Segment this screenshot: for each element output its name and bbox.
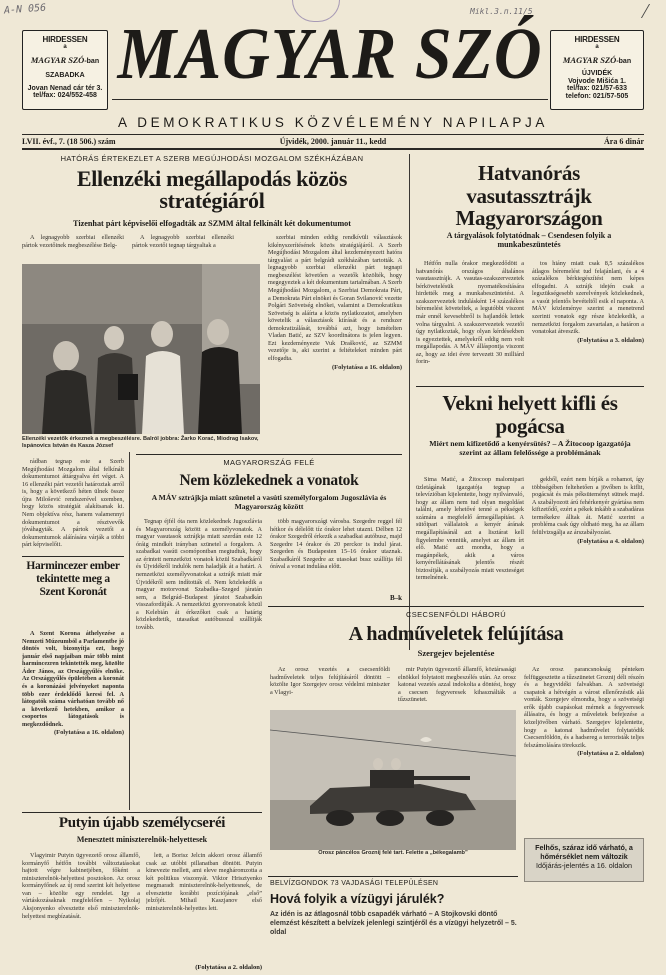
war-col2	[398, 666, 516, 704]
ad-right-phone: tel/fax: 021/57-633	[567, 85, 627, 93]
strike-headline: Hatvanórás vasutassztrájk Magyarországon	[455, 161, 603, 231]
war-col1	[270, 666, 390, 704]
putin-col2-text: lett, a Borisz Jelcin akkori orosz államfő csak az utóbbi pillanatban döntött. Putyin kinevezte mellett, ami eleve megháromzotta a két politikus viszonyát. Viktor Hrisztyenko megmaradt miniszterelnök-helyettesnek, de elvesztette korábbi pozíciójának „első” jelzőjét. Mihail Kaszjanov első miniszterelnök-helyettes lett.	[146, 852, 262, 912]
ad-left-line2: a	[63, 44, 67, 51]
bread-col2	[532, 476, 644, 600]
bread-col1	[416, 476, 524, 600]
pen-mark	[630, 4, 650, 18]
war-continuation: (Folytatása a 2. oldalon)	[577, 750, 644, 758]
ad-box-szabadka	[22, 30, 108, 110]
war-kicker: CSECSENFÖLDI HÁBORÚ	[405, 610, 507, 619]
ad-right-brand: MAGYAR SZÓ	[562, 54, 617, 65]
bread-subhead: Miért nem kifizetődő a kenyérsütés? – A Žitocoop igazgatója szerint az állam felelőssége a problémának	[429, 439, 631, 457]
lead-headline: Ellenzéki megállapodás közös stratégiáról	[76, 166, 348, 214]
lead-col3-text: szerbiai minden eddig rendkívüli választások kikényszerítésének közös stratégiájáról. A Szerb Megújhodási Mozgalom által kezdeményezett hatóra tárgyalást a párt belgrádi székházában tartották. A legnagyobb szerbiai ellenzéki párt tegnapi megbeszélést követően a vezetők közölték, hogy megegyeztek a két dokumentum tartalmában. A Szerb Megújhodási Mozgalom, a Szerbiai Demokrata Párt, a Demokrata Párt elnökei és Goran Svilanović vezette Polgári Szövetség elnökei, valamint a Demokratikus Szövetség is aláírta a közös nyilatkozatot, amelyben követelik a választások kiírását és a rendszer demokratizálását, továbbá azt, hogy ismételten Vladan Batić, az SZV koordinátora is jelen legyen. Ezt kezdeményezte Vuk Drašković, az SZMM vezetője is, aki szerint a feltételeket minden párt elfogadta.	[268, 234, 402, 362]
ad-right-city: ÚJVIDÉK	[581, 70, 613, 78]
lead-kicker: HATÓRÁS ÉRTEKEZLET A SZERB MEGÚJHODÁSI MOZGALOM SZÉKHÁZÁBAN	[60, 154, 364, 163]
masthead-rule-mid	[22, 134, 644, 135]
ad-left-brand: MAGYAR SZÓ	[30, 54, 85, 65]
crown-body	[22, 630, 124, 808]
war-headline: A hadműveletek felújítása	[348, 623, 564, 645]
rule-war-top	[268, 606, 644, 607]
trains-signature: B–k	[389, 594, 402, 602]
rule-vajdasag-top	[268, 876, 518, 877]
ad-left-city: SZABADKA	[45, 72, 85, 80]
column-divider-right	[409, 154, 410, 650]
ad-left-line1: HIRDESSEN	[42, 35, 88, 44]
strike-col1	[416, 260, 524, 378]
trains-col2	[270, 518, 402, 592]
lead-col1-text: A legnagyobb szerbiai ellenzéki pártok vezetőinek megbeszélése Belg-	[22, 234, 124, 249]
lead-photo	[22, 264, 260, 434]
bread-headline: Vekni helyett kifli és pogácsa	[442, 391, 618, 438]
strike-col2-text: tos hiány miatt csak 8,5 százalékos átlagos béremelést tud felajánlani, és a 4 százalékos bérkiegészítést nem képes elfogadni. A sztrájk idején csak a legszükségesebb szerelvények közlekednek, a vasút jelentős bevételtől esik el naponta. A MÁV közleménye szerint a menetrend szerinti vonatok egy része közlekedik, a nemzetközi forgalom zavartalan, a határon a vonatokat átveszik.	[532, 260, 644, 336]
ad-right-line2: a	[595, 44, 599, 51]
lead-continuation: (Folytatása a 16. oldalon)	[331, 363, 402, 371]
rule-crown-top	[22, 556, 124, 557]
putin-headline: Putyin újabb személycseréi	[58, 815, 226, 831]
war-col1-text: Az orosz vezetés a csecsenföldi hadműveletek teljes felújításáról döntött – közölte Igor Szergejev orosz védelmi miniszter a Vlagyi-	[270, 666, 390, 696]
weather-text: Felhős, száraz idő várható, a hőmérséklet nem változik	[535, 843, 633, 861]
strike-subhead: A tárgyalások folytatódnak – Csendesen folyik a munkabeszüntetés	[446, 231, 612, 249]
weather-ref: Időjárás-jelentés a 16. oldalon	[536, 861, 632, 870]
war-subhead: Szergejev bejelentése	[417, 648, 495, 658]
ad-left-phone: tel/fax: 024/552-458	[33, 92, 97, 100]
lead-col2-intro	[132, 234, 234, 262]
ad-right-suffix: -ban	[616, 57, 632, 65]
handwritten-note-right: Mikl.3.п.11/5	[470, 7, 533, 16]
bread-continuation: (Folytatása a 4. oldalon)	[577, 537, 644, 545]
vajdasag-lead: Az idén is az átlagosnál több csapadék várható – A Stojkovski döntő elemzést készített a belvízek jelenlegi szintjéről és a vízügyi helyzetről – 5. oldal	[270, 911, 517, 937]
putin-col1	[22, 852, 140, 972]
trains-headline: Nem közlekednek a vonatok	[179, 472, 359, 489]
trains-col2-text: több magyarországi városba. Szegedre reggel fél hétkor és délelőtt tíz órakor lehet utazni. Délben 12 órakor Szegedről érkezik a szabadkai autóbusz, majd Szegedre 14 órakor és 20 perckor is indul járat. Szegeden és Budapesten 15–16 órakor utaznak. Szabadkáról Szegedre az utasokat busz szállítja fél órával a vonat indulása előtt.	[270, 518, 402, 571]
ad-right-line1: HIRDESSEN	[574, 35, 620, 44]
masthead-title: MAGYAR SZÓ	[117, 14, 543, 95]
column-divider-left	[129, 452, 130, 810]
vajdasag-kicker: BELVÍZGONDOK 73 VAJDASÁGI TELEPÜLÉSEN	[270, 880, 439, 887]
trains-col1-text: Tegnap éjfél óta nem közlekednek Jugoszlávia és Magyarország között a személyvonatok. A magyar vasutasok sztrájkja miatt szerdán este 12 óráig mindkét irányban szünetel a forgalom. A szabadkai vasúti csomópontban megtudtuk, hogy az érintett nemzetközi vonatok közül Szabadkáról és Újvidékről indulók nem haladják át a határt. A nemzetközi személyvonatokat a sztrájk miatt már Újvidékről sem indították el. Nem közlekedik a magyar motorvonat Szabadka–Szeged járatán sem, a Belgrád–Budapest járatot Szabadkán visszafordítják. A nemzetközi gyorsvonatok közül a Kelebián át érkezőket csak a határig közlekedtetik, utasaikat autóbusszal szállítják tovább.	[136, 518, 262, 631]
issue-price: Ára 6 dinár	[604, 137, 644, 146]
ad-right-address: Vojvode Mišića 1.	[568, 77, 626, 85]
issue-date: Újvidék, 2000. január 11., kedd	[279, 137, 387, 146]
war-col3-text: Az orosz parancsnokság pénteken felfüggesztette a tűzszünetet Groznij déli részén és a hegyvidéki falvakban. A szövetségi csapatok a hétvégén a várost ellenőrzésük alá vonták. Szergejev elmondta, hogy a szövetségi erők újabb csapásokat mérnek a fegyveresek állásaira, és hogy a műveletek befejezése a közeljövőben várható. Szergejev kijelentette, hogy a katonai hadművelet folytatódik Csecsenföldön, és a hadsereg a terroristák teljes felszámolására törekszik.	[524, 666, 644, 749]
ad-left-address: Jovan Nenad cár tér 3.	[27, 84, 103, 92]
lead-col1-intro	[22, 234, 124, 262]
rule-trains-top	[136, 454, 402, 455]
putin-continuation: (Folytatása a 2. oldalon)	[195, 964, 262, 971]
lead-subhead: Tizenhat párt képviselői elfogadták az SZMM által felkínált két dokumentumot	[73, 219, 351, 228]
weather-box	[524, 838, 644, 882]
ad-right-phone2: telefon: 021/57-505	[565, 92, 629, 100]
lead-photo-caption: Ellenzéki vezetők érkeznek a megbeszélésre. Balról jobbra: Žarko Korać, Miodrag Isakov, Ispánovics István és Kasza József	[22, 436, 259, 449]
lead-col2-text: A legnagyobb szerbiai ellenzéki pártok vezetői tegnap tárgyaltak a	[132, 234, 234, 249]
rule-strike-bottom	[416, 386, 644, 387]
crown-continuation: (Folytatása a 16. oldalon)	[53, 729, 124, 737]
masthead-tagline: A DEMOKRATIKUS KÖZVÉLEMÉNY NAPILAPJA	[118, 115, 548, 130]
lead-photo-illustration	[22, 264, 260, 434]
vajdasag-headline: Hová folyik a vízügyi járulék?	[270, 892, 445, 906]
putin-col1-text: Vlagyimir Putyin ügyvezető orosz államfő, kormányfő hétfőn további változtatásokat hajtott végre kabinetjében, főként a miniszterelnök-helyettesi posztokon. Az orosz kormányfőnek az új rend szerint két helyettese van – közölte egy rendelet. Igy a vártáskozásaknak megfelelően – Nyikolaj Aksjonyenko elvesztette első miniszterelnök-helyettesi megbízatását.	[22, 852, 140, 920]
strike-continuation: (Folytatása a 3. oldalon)	[577, 336, 644, 344]
handwritten-note-left: A-N 056	[3, 2, 47, 17]
masthead-rule-bottom	[22, 148, 644, 150]
masthead-rule-top	[112, 99, 548, 100]
strike-col2	[532, 260, 644, 378]
trains-kicker: MAGYARORSZÁG FELÉ	[223, 458, 315, 467]
war-photo	[270, 710, 516, 850]
lead-col1-cont-text: rádban tegnap este a Szerb Megújhodási Mozgalom által felkínált dokumentumot áttárgyalva ért véget. A 16 ellenzéki párt vezetői határoztak arról is, hogy a következő héten ülnek össze újra Milošević rendszerével szemben, hogy közös stratégiát alakítsanak ki. Nem objektíva rész, hanem valamennyi dokumentumot a résztvevők jóváhagyták. A pártok vezetői a dokumentumok aláírására várják a többi párt képviselőit.	[22, 458, 124, 548]
ad-left-suffix: -ban	[84, 57, 100, 65]
trains-subhead: A MÁV sztrájkja miatt szünetel a vasúti személyforgalom Jugoszlávia és Magyarország között	[151, 493, 387, 511]
war-col3	[524, 666, 644, 834]
crown-body-text: A Szent Korona áthelyezése a Nemzeti Múzeumból a Parlamentbe jó döntés volt, bizonyítja ezt, hogy január első napjaiban már több mint harmincezren tekintették meg, közölte Áder János, az Országgyűlés elnöke. Az Országgyűlés épületében a koronát és a koronázási jelvényeket naponta több ezer érdeklődő keresi fel. A látogatók száma várhatóan tovább nő a következő hetekben, amikor a csoportos látogatások is megkezdődnek.	[22, 630, 124, 728]
war-photo-caption: Orosz páncélos Groznij felé tart. Felette a „békegalamb”	[318, 850, 468, 856]
strike-col1-text: Hétfőn nulla órakor megkezdődött a hatvanórás országos általános vasutassztrájk. A vasutas-szakszervezetek bérkövetelésük nyomatékosítására hirdették meg a munkabeszüntetést. A szakszervezetek indulásként 14 százalékos béremelést követeltek, a legutóbbi viszont már ennél kevesebbről is hajlandók lettek volna tárgyalni. A szakszervezetek vezetői úgy nyilatkoztak, hogy olyan kérdésekben is egyeztettek, amelyekről eddig nem volt megállapodás. A MÁV álláspontja viszont az, hogy az idei évre tervezett 30 milliárd forin-	[416, 260, 524, 366]
rule-putin-top	[22, 812, 262, 813]
war-col2-text: mir Putyin ügyvezető államfő, köztársasági elnökkel folytatott megbeszélés után. Az orosz katonai vezetés azzal indokolta a döntést, hogy a csecsen fegyveresek kihasználták a tűzszünetet.	[398, 666, 516, 704]
lead-col1-continued	[22, 458, 124, 548]
issue-number: LVII. évf., 7. (18 506.) szám	[22, 137, 116, 146]
putin-col2	[146, 852, 262, 964]
war-photo-illustration	[270, 710, 516, 850]
lead-col3	[268, 234, 402, 440]
bread-col1-text: Sima Matić, a Žitocoop malomipari üzletágának igazgatója tegnap a televízióban kijelentette, hogy nyilvánvaló, hogy az állam nem tud olyan megoldást találni, amely lehetővé tenné a pékségek számára a megfelelő ármegállapítást. A sütőipari vállalatok a kenyér árának megállapításánál azt a lisztárat kell figyelembe venniük, amelyet az állam írt elő. Matić azt mondta, hogy a magánpékek, akik a város kenyérellátásának jelentős részét biztosítják, a szabályozás miatt veszteséget termelnének.	[416, 476, 524, 582]
putin-subhead: Menesztett miniszterelnök-helyettesek	[76, 835, 208, 844]
ad-box-ujvidek	[550, 30, 644, 110]
crown-headline: Harmincezer ember tekintette meg a Szent Koronát	[26, 560, 120, 599]
bread-col2-text: gekből, ezért nem bírják a rohamot, így többségében feltehetően a jövőben is kiflit, pogácsát és más péksüteményt sütnek majd. A szabályozott árú fehérkenyér gyártása nem kifizetődő, ezért a pékek inkább a szabadáras termékekre álltak át. Matić szerint a probléma csak úgy oldható meg, ha az állam felülvizsgálja az árszabályozást.	[532, 476, 644, 536]
trains-col1	[136, 518, 262, 808]
